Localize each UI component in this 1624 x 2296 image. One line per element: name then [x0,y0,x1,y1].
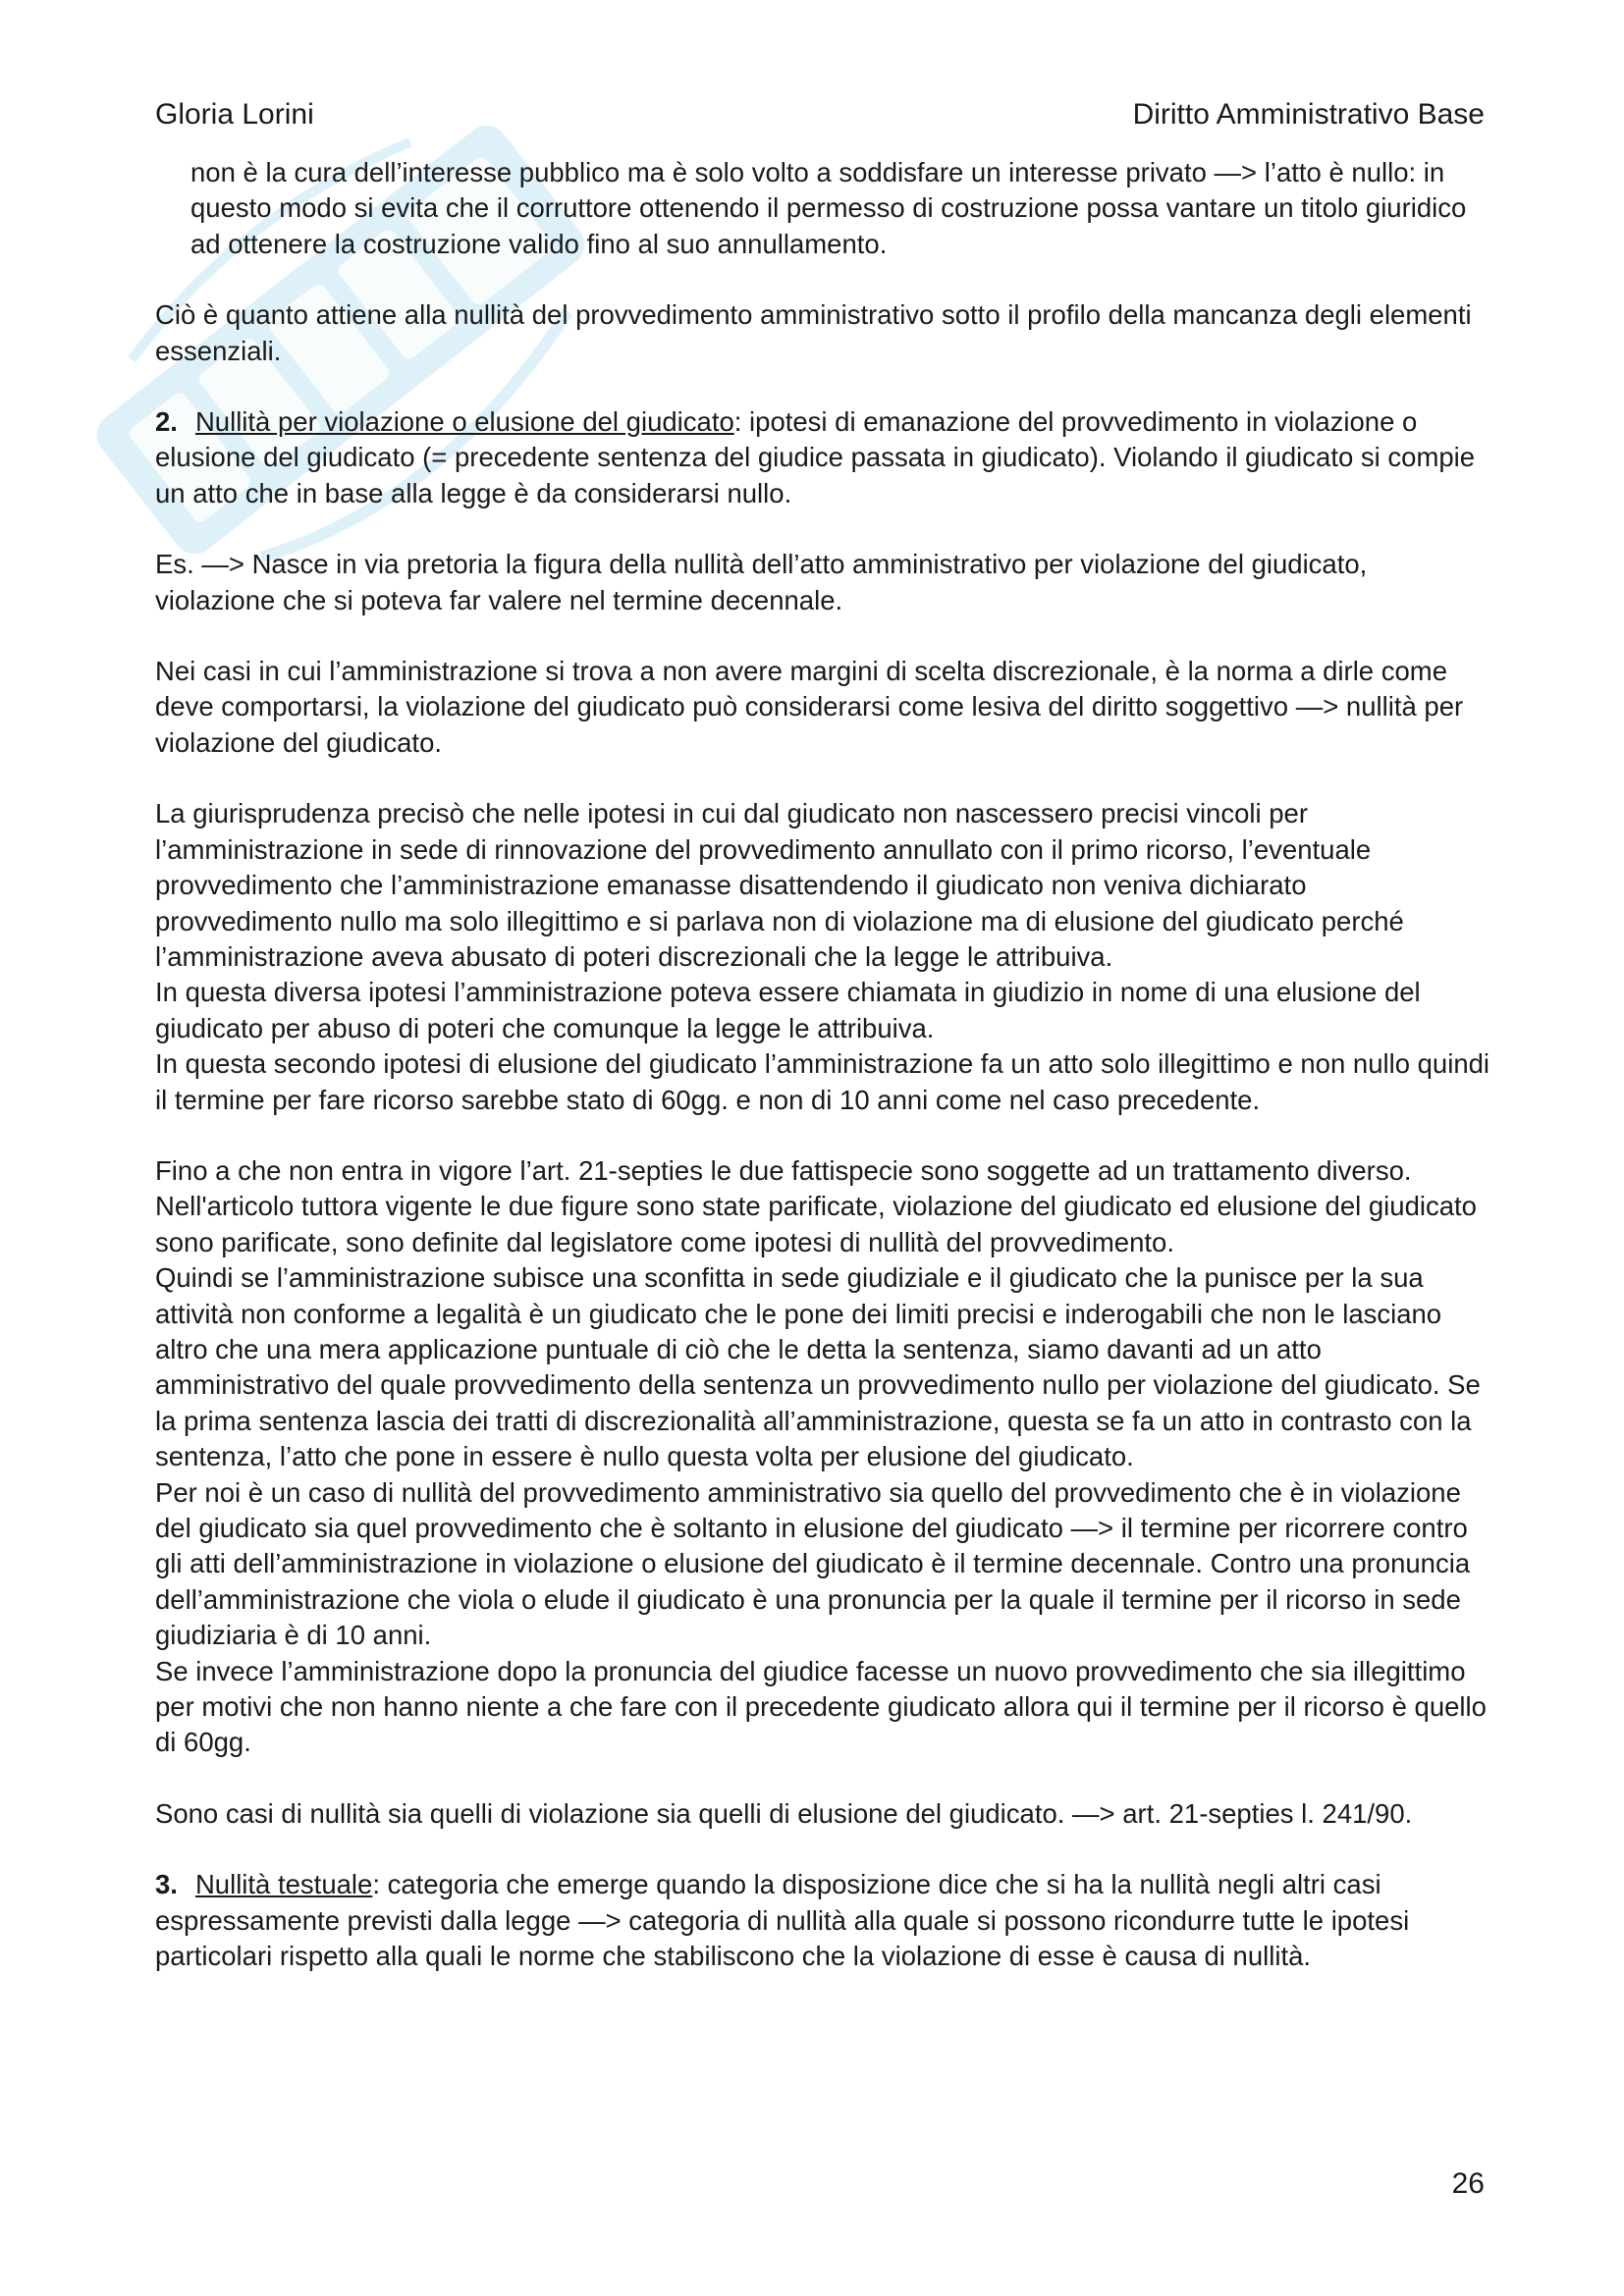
paragraph: non è la cura dell’interesse pubblico ma è solo volto a soddisfare un interesse privato —> l’atto è nullo: in questo modo si evita che il corruttore ottenendo il permesso di costruzione possa vantare un titolo giuridico ad ottenere la costruzione valido fino al suo annullamento. [190,157,1467,259]
section-title: Nullità testuale [194,1869,373,1900]
section-text: : categoria che emerge quando la disposizione dice che si ha la nullità negli altri casi espressamente previsti dalla legge —> categoria di nullità alla quale si possono ricondurre tutte le ipotesi particolari rispetto alla quali le norme che stabiliscono che la violazione di esse è causa di nullità. [155,1869,1410,1972]
paragraph: Se invece l’amministrazione dopo la pronuncia del giudice facesse un nuovo provvedimento che sia illegittimo per motivi che non hanno niente a che fare con il precedente giudicato allora qui il termine per il ricorso è quello di 60gg. [155,1655,1487,1758]
paragraph: La giurisprudenza precisò che nelle ipotesi in cui dal giudicato non nascessero precisi vincoli per l’amministrazione in sede di rinnovazione del provvedimento annullato con il primo ricorso, l’eventuale provvedimento che l’amministrazione emanasse disattendendo il giudicato non veniva dichiarato provvedimento nullo ma solo illegittimo e si parlava non di violazione ma di elusione del giudicato perché l’amministrazione aveva abusato di poteri discrezionali che la legge le attribuiva. [155,798,1404,972]
paragraph: Per noi è un caso di nullità del provvedimento amministrativo sia quello del provvedimento che è in violazione del giudicato sia quel provvedimento che è soltanto in elusione del giudicato —> il termine per ricorrere contro gli atti dell’amministrazione in violazione o elusione del giudicato è il termine decennale. Contro una pronuncia dell’amministrazione che viola o elude il giudicato è una pronuncia per la quale il termine per il ricorso in sede giudiziaria è di 10 anni. [155,1476,1471,1651]
page-number: 26 [1451,2167,1485,2200]
paragraph: Es. —> Nasce in via pretoria la figura della nullità dell’atto amministrativo per violazione del giudicato, violazione che si poteva far valere nel termine decennale. [155,549,1368,615]
paragraph: In questa diversa ipotesi l’amministrazione poteva essere chiamata in giudizio in nome di una elusione del giudicato per abuso di poteri che comunque la legge le attribuiva. [155,977,1421,1043]
paragraph: Quindi se l’amministrazione subisce una sconfitta in sede giudiziale e il giudicato che la punisce per la sua attività non conforme a legalità è un giudicato che le pone dei limiti precisi e inderogabili che non le lasciano altro che una mera applicazione puntuale di ciò che le detta la sentenza, siamo davanti ad un atto amministrativo del quale provvedimento della sentenza un provvedimento nullo per violazione del giudicato. Se la prima sentenza lascia dei tratti di discrezionalità all’amministrazione, questa se fa un atto in contrasto con la sentenza, l’atto che pone in essere è nullo questa volta per elusione del giudicato. [155,1262,1481,1472]
document-body [155,155,1490,2009]
section-number: 3. [155,1869,178,1900]
paragraph: Nei casi in cui l’amministrazione si trova a non avere margini di scelta discrezionale, è la norma a dirle come deve comportarsi, la violazione del giudicato può considerarsi come lesiva del diritto soggettivo —> nullità per violazione del giudicato. [155,656,1464,758]
paragraph: Fino a che non entra in vigore l’art. 21-septies le due fattispecie sono soggette ad un trattamento diverso. Nell'articolo tuttora vigente le due figure sono state parificate, violazione del giudicato ed elusione del giudicato sono parificate, sono definite dal legislatore come ipotesi di nullità del provvedimento. [155,1154,1477,1257]
section-2 [155,404,1490,511]
header-author: Gloria Lorini [155,98,314,131]
paragraph: Sono casi di nullità sia quelli di violazione sia quelli di elusione del giudicato. —> art. 21-septies l. 241/90. [155,1797,1413,1829]
section-number: 2. [155,406,178,438]
section-3 [155,1867,1490,1974]
paragraph: In questa secondo ipotesi di elusione del giudicato l’amministrazione fa un atto solo illegittimo e non nullo quindi il termine per fare ricorso sarebbe stato di 60gg. e non di 10 anni come nel caso precedente. [155,1048,1490,1115]
paragraph: Ciò è quanto attiene alla nullità del provvedimento amministrativo sotto il profilo della mancanza degli elementi essenziali. [155,299,1472,366]
section-text: : ipotesi di emanazione del provvedimento in violazione o elusione del giudicato (= precedente sentenza del giudice passata in giudicato). Violando il giudicato si compie un atto che in base alla legge è da considerarsi nullo. [155,406,1476,508]
section-title: Nullità per violazione o elusione del giudicato [194,406,734,438]
header-title: Diritto Amministrativo Base [1132,98,1485,131]
